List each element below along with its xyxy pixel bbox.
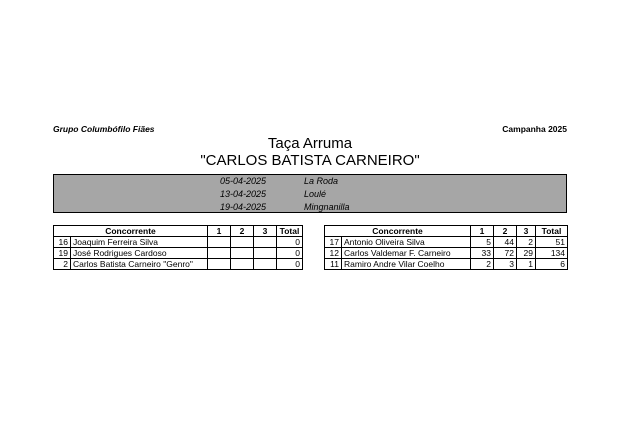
cell-r2: 44 [494,237,517,248]
race-row [54,201,566,214]
cell-total: 0 [277,248,303,259]
results-table-right [324,225,568,270]
cell-r3 [254,259,277,270]
page-title: Taça Arruma [267,135,353,152]
col-total: Total [277,226,303,237]
table-row [54,237,303,248]
cell-pos: 17 [325,237,342,248]
cell-name: José Rodrigues Cardoso [71,248,208,259]
table-row [54,259,303,270]
col-total: Total [536,226,568,237]
cell-pos: 11 [325,259,342,270]
cell-r1 [208,248,231,259]
table-header-row [325,226,568,237]
cell-r2: 72 [494,248,517,259]
cell-r3: 29 [517,248,536,259]
cell-r2 [231,248,254,259]
cell-r3: 2 [517,237,536,248]
table-row [54,248,303,259]
cell-name: Carlos Valdemar F. Carneiro [342,248,471,259]
cell-total: 134 [536,248,568,259]
col-race-1: 1 [208,226,231,237]
cell-name: Carlos Batista Carneiro "Genro" [71,259,208,270]
col-race-3: 3 [517,226,536,237]
col-race-2: 2 [494,226,517,237]
cell-r1: 5 [471,237,494,248]
col-race-1: 1 [471,226,494,237]
cell-r3 [254,248,277,259]
cell-name: Joaquim Ferreira Silva [71,237,208,248]
cell-r3 [254,237,277,248]
cell-r1: 33 [471,248,494,259]
race-place: La Roda [304,176,339,186]
cell-r1 [208,259,231,270]
cell-pos: 12 [325,248,342,259]
cell-pos: 2 [54,259,71,270]
cell-r2 [231,237,254,248]
cell-name: Ramiro Andre Vilar Coelho [342,259,471,270]
cell-r2 [231,259,254,270]
race-date: 13-04-2025 [219,189,266,199]
cell-pos: 19 [54,248,71,259]
cell-total: 0 [277,259,303,270]
race-date: 05-04-2025 [219,176,266,186]
table-row [325,259,568,270]
race-date: 19-04-2025 [219,202,266,212]
col-competitor: Concorrente [54,226,208,237]
race-place: Loulé [304,189,327,199]
table-row [325,237,568,248]
cell-pos: 16 [54,237,71,248]
table-header-row [54,226,303,237]
race-row [54,188,566,201]
col-race-2: 2 [231,226,254,237]
cell-total: 0 [277,237,303,248]
season-label: Campanha 2025 [502,124,567,134]
cell-total: 51 [536,237,568,248]
club-name: Grupo Columbófilo Fiães [53,124,155,134]
races-panel [53,174,567,213]
col-race-3: 3 [254,226,277,237]
cell-name: Antonio Oliveira Silva [342,237,471,248]
cell-r1 [208,237,231,248]
race-place: Mingnanilla [304,202,350,212]
page-subtitle: "CARLOS BATISTA CARNEIRO" [200,152,420,169]
cell-total: 6 [536,259,568,270]
table-row [325,248,568,259]
cell-r3: 1 [517,259,536,270]
cell-r2: 3 [494,259,517,270]
cell-r1: 2 [471,259,494,270]
race-row [54,175,566,188]
col-competitor: Concorrente [325,226,471,237]
results-table-left [53,225,303,270]
